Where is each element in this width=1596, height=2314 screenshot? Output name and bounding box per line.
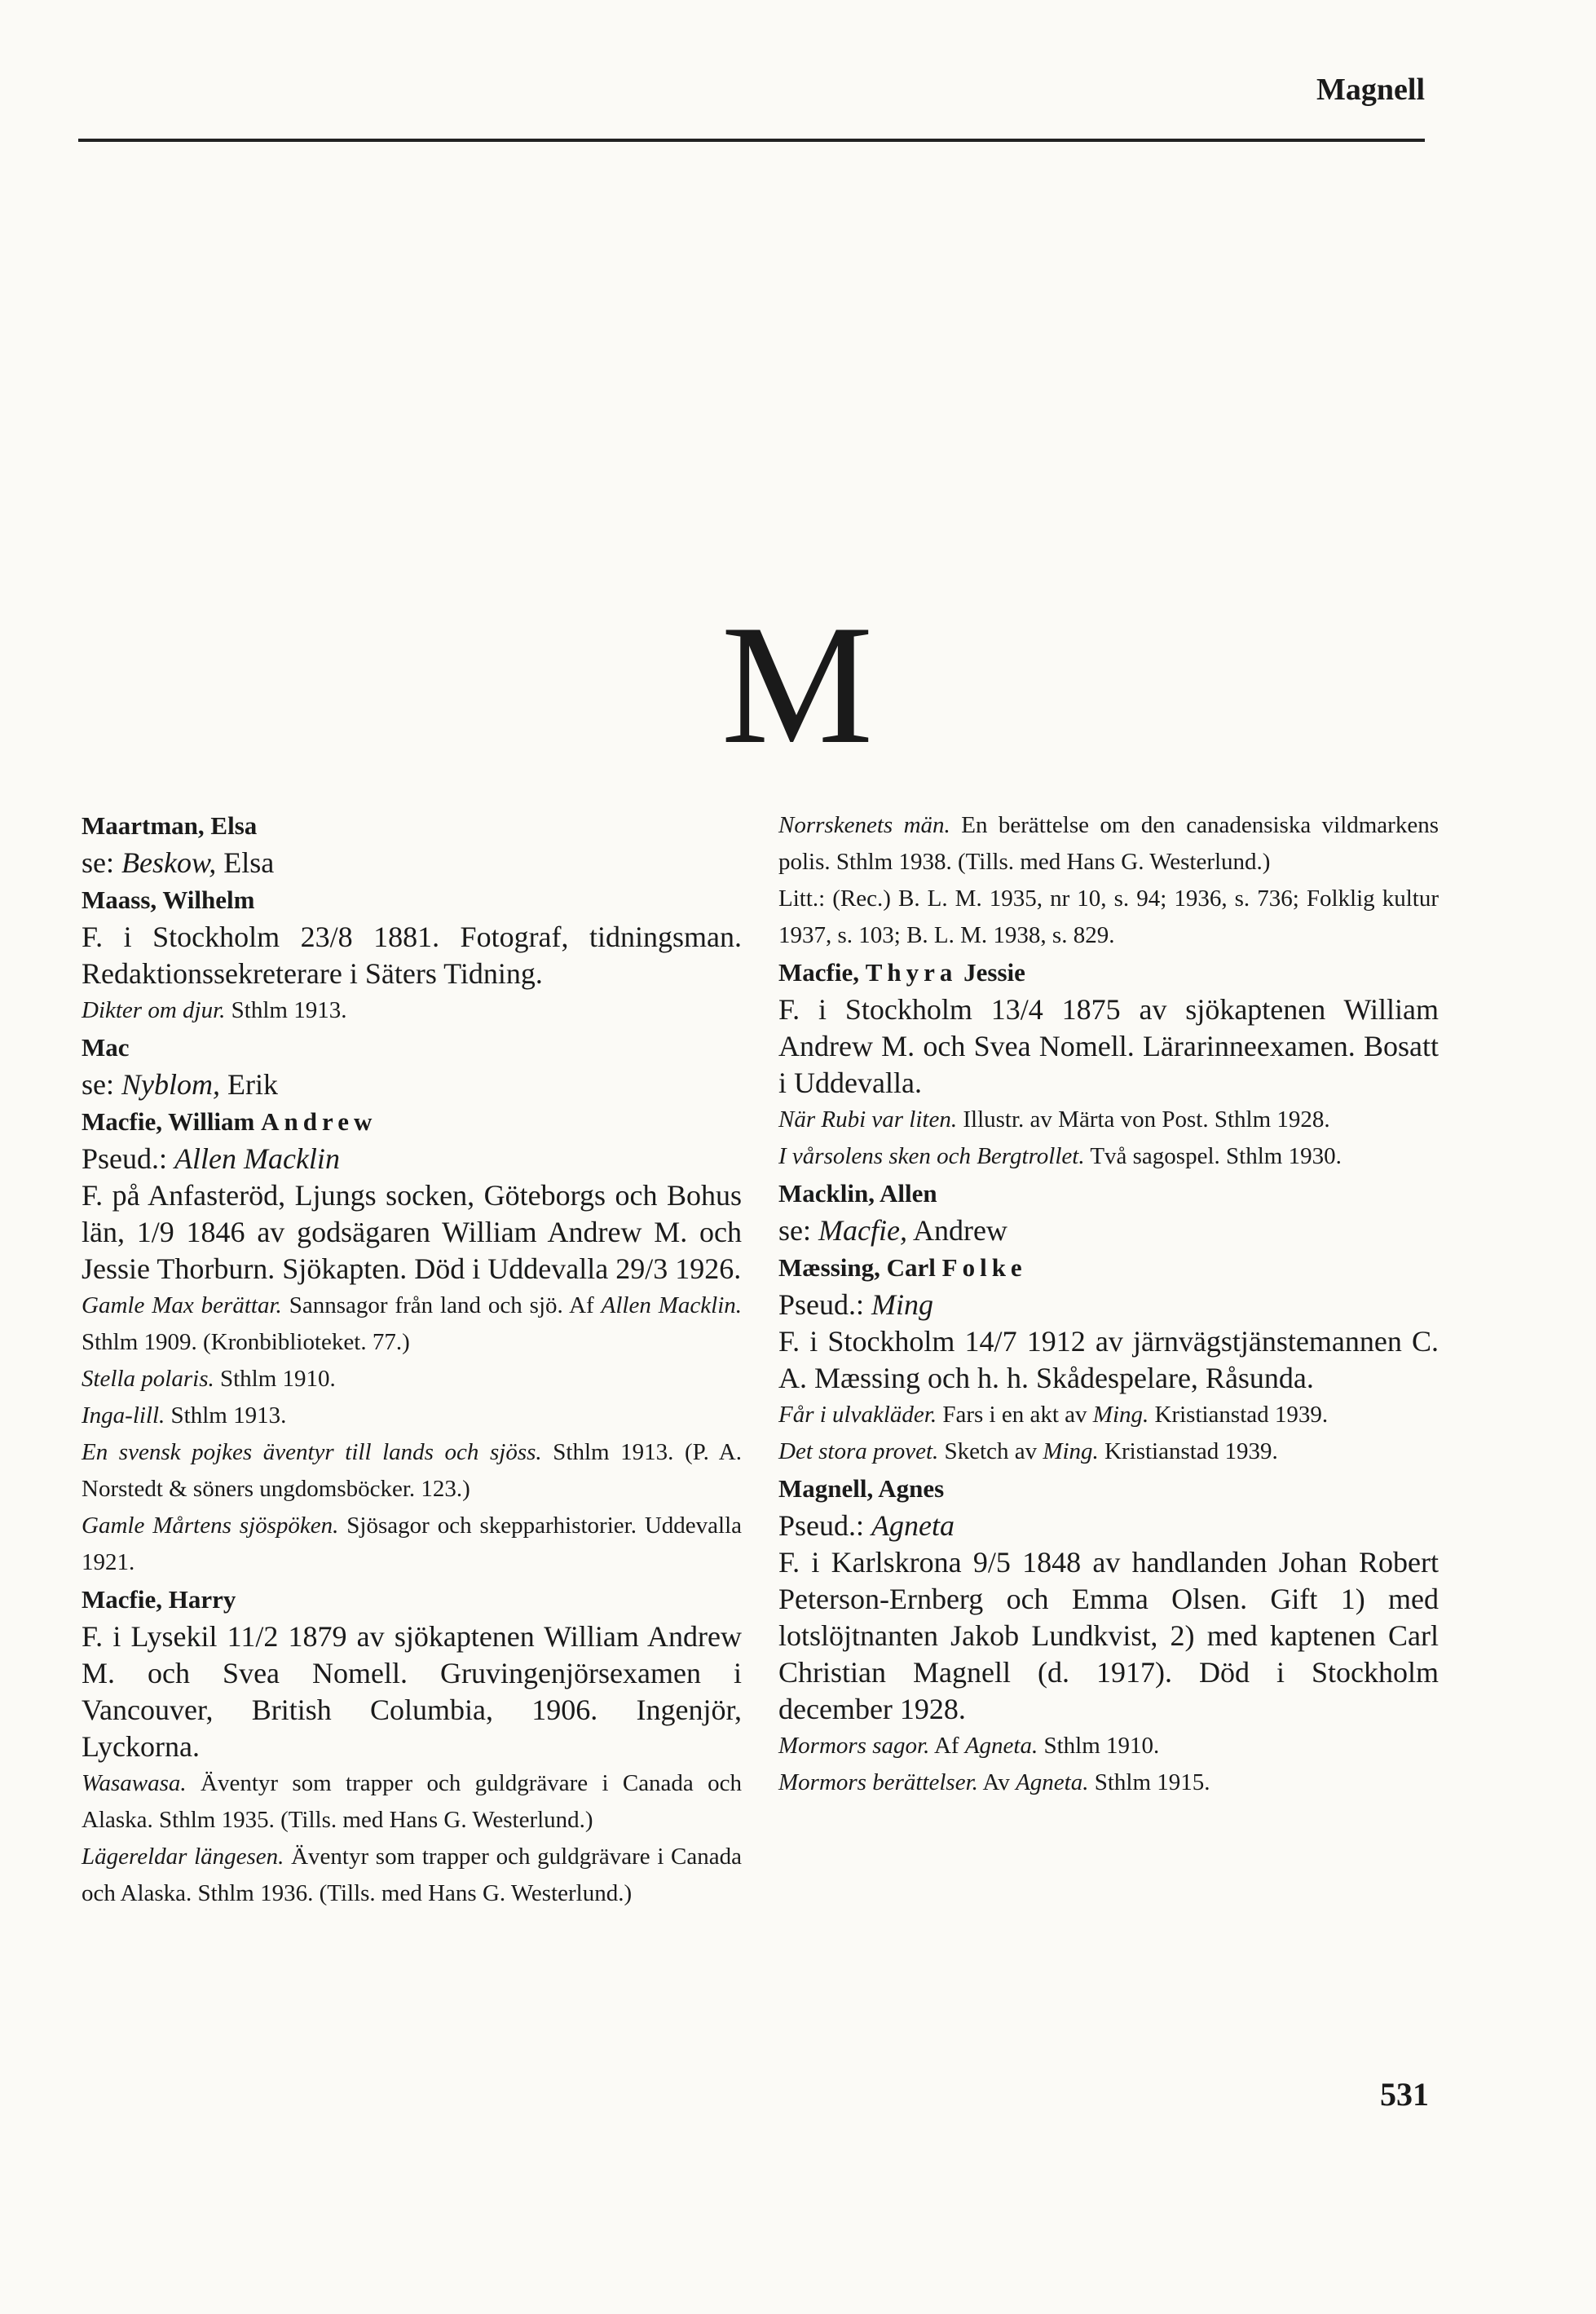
entry-mac — [82, 1029, 742, 1103]
entry-heading: Maartman, Elsa — [82, 811, 258, 840]
entry-maessing — [778, 1249, 1439, 1470]
pseudonym-label: Pseud.: — [82, 1142, 168, 1175]
work-details: Sannsagor från land och sjö. Af — [289, 1292, 594, 1318]
work-details: Sthlm 1915. — [1094, 1769, 1210, 1795]
entry-heading: Magnell, Agnes — [778, 1474, 945, 1503]
biography: F. på Anfasteröd, Ljungs socken, Göteborgs och Bohus län, 1/9 1846 av godsägaren William Andrew M. och Jessie Thorburn. Sjökapten. Död i Uddevalla 29/3 1926. — [82, 1179, 742, 1285]
pseudonym-line — [778, 1508, 1439, 1544]
entry-magnell — [778, 1470, 1439, 1801]
running-head: Magnell — [1316, 73, 1425, 107]
entry-heading — [778, 1249, 1439, 1287]
work-title: Får i ulvakläder. — [778, 1402, 937, 1428]
heading-name: Macfie, William — [82, 1107, 255, 1136]
work-title: Inga-lill. — [82, 1402, 165, 1429]
entry-macfie-william — [82, 1103, 742, 1581]
pseudonym-name: Ming — [871, 1288, 934, 1321]
see-reference — [82, 1066, 742, 1103]
literature-references: Litt.: (Rec.) B. L. M. 1935, nr 10, s. 94; 1936, s. 736; Folklig kultur 1937, s. 103; B. L. M. 1938, s. 829. — [778, 885, 1439, 948]
entry-macklin — [778, 1175, 1439, 1249]
entry-macfie-harry — [82, 1581, 742, 1912]
biography: F. i Stockholm 23/8 1881. Fotograf, tidningsman. Redaktionssekreterare i Säters Tidning. — [82, 921, 742, 990]
heading-name: Mæssing, Carl — [778, 1253, 936, 1282]
see-given-name: Andrew — [912, 1214, 1007, 1247]
work-title: Gamle Max berättar. — [82, 1292, 282, 1318]
entry-macfie-thyra — [778, 954, 1439, 1175]
work-item — [82, 1287, 742, 1361]
biography: F. i Stockholm 13/4 1875 av sjökaptenen William Andrew M. och Svea Nomell. Lärarinneexamen. Bosatt i Uddevalla. — [778, 993, 1439, 1099]
work-item — [82, 1434, 742, 1508]
work-details: Sthlm 1913. (P. A. Norstedt & söners ungdomsböcker. 123.) — [82, 1439, 742, 1502]
pseudonym-line — [778, 1287, 1439, 1323]
entry-maartman — [82, 807, 742, 881]
entry-heading: Mac — [82, 1033, 130, 1062]
heading-spaced-name: Thyra — [865, 958, 958, 987]
work-author: Allen Macklin. — [601, 1292, 743, 1318]
work-title: Gamle Mårtens sjöspöken. — [82, 1512, 339, 1539]
work-details: Kristianstad 1939. — [1104, 1438, 1278, 1464]
entry-maass — [82, 881, 742, 1029]
work-title: Wasawasa. — [82, 1770, 187, 1796]
work-details: Kristianstad 1939. — [1154, 1402, 1329, 1428]
pseudonym-label: Pseud.: — [778, 1288, 865, 1321]
work-details: Sthlm 1910. — [219, 1366, 336, 1392]
work-title: Stella polaris. — [82, 1366, 214, 1392]
work-author: Ming. — [1043, 1438, 1099, 1464]
work-item — [778, 1397, 1439, 1433]
header-rule — [78, 139, 1425, 142]
biography: F. i Lysekil 11/2 1879 av sjökaptenen William Andrew M. och Svea Nomell. Gruvingenjörsexamen i Vancouver, British Columbia, 1906. Ingenjör, Lyckorna. — [82, 1620, 742, 1763]
pseudonym-name: Allen Macklin — [174, 1142, 340, 1175]
work-title: När Rubi var liten. — [778, 1106, 958, 1133]
entry-macfie-harry-continued — [778, 807, 1439, 954]
work-item — [82, 1765, 742, 1839]
heading-spaced-name: Folke — [941, 1253, 1027, 1282]
work-item — [82, 1361, 742, 1398]
entry-heading: Macklin, Allen — [778, 1179, 937, 1208]
pseudonym-name: Agneta — [871, 1509, 955, 1542]
work-item — [778, 1102, 1439, 1138]
see-label: se: — [82, 1068, 114, 1101]
work-item — [778, 1138, 1439, 1175]
work-details: Sthlm 1913. — [170, 1402, 287, 1429]
see-given-name: Erik — [227, 1068, 278, 1101]
work-title: I vårsolens sken och Bergtrollet. — [778, 1143, 1085, 1169]
work-details: Illustr. av Märta von Post. Sthlm 1928. — [963, 1106, 1330, 1133]
work-author: Ming. — [1092, 1402, 1149, 1428]
see-reference — [778, 1212, 1439, 1249]
work-title: Mormors berättelser. — [778, 1769, 978, 1795]
work-title: Norrskenets män. — [778, 812, 950, 838]
see-label: se: — [778, 1214, 811, 1247]
heading-spaced-name: Andrew — [261, 1107, 377, 1136]
work-title: En svensk pojkes äventyr till lands och sjöss. — [82, 1439, 542, 1465]
work-details: Äventyr som trapper och guldgrävare i Canada och Alaska. Sthlm 1936. (Tills. med Hans G. Westerlund.) — [82, 1844, 742, 1906]
work-item — [82, 1398, 742, 1434]
right-column — [778, 807, 1439, 1801]
work-details: Af — [933, 1733, 959, 1759]
see-given-name: Elsa — [223, 846, 275, 879]
entry-heading: Macfie, Harry — [82, 1585, 236, 1614]
work-item — [778, 1433, 1439, 1470]
work-item — [778, 1764, 1439, 1801]
work-details: Sthlm 1910. — [1043, 1733, 1160, 1759]
biography: F. i Karlskrona 9/5 1848 av handlanden Johan Robert Peterson-Ernberg och Emma Olsen. Gift 1) med lotslöjtnanten Jakob Lundkvist, 2) med kaptenen Carl Christian Magnell (d. 1917). Död i Stockholm december 1928. — [778, 1546, 1439, 1725]
see-reference — [82, 845, 742, 881]
work-details: En berättelse om den canadensiska vildmarkens polis. Sthlm 1938. (Tills. med Hans G. Westerlund.) — [778, 812, 1439, 875]
see-surname: Macfie, — [818, 1214, 907, 1247]
work-author: Agneta. — [1016, 1769, 1089, 1795]
entry-heading — [82, 1103, 742, 1141]
section-letter: M — [721, 590, 875, 779]
work-details: Av — [982, 1769, 1010, 1795]
work-item — [82, 1839, 742, 1912]
work-title: Lägereldar längesen. — [82, 1844, 284, 1870]
see-surname: Nyblom, — [121, 1068, 220, 1101]
work-details: Sketch av — [944, 1438, 1038, 1464]
pseudonym-line — [82, 1141, 742, 1177]
work-item — [82, 992, 742, 1029]
pseudonym-label: Pseud.: — [778, 1509, 865, 1542]
left-column — [82, 807, 742, 1912]
work-details: Sthlm 1909. (Kronbiblioteket. 77.) — [82, 1329, 410, 1355]
entry-heading: Maass, Wilhelm — [82, 885, 255, 914]
work-item — [82, 1508, 742, 1581]
work-details: Sthlm 1913. — [231, 997, 347, 1023]
work-author: Agneta. — [964, 1733, 1038, 1759]
see-surname: Beskow, — [121, 846, 217, 879]
work-item — [778, 1728, 1439, 1764]
heading-name: Jessie — [963, 958, 1025, 987]
entry-heading — [778, 954, 1439, 991]
work-title: Dikter om djur. — [82, 997, 226, 1023]
biography: F. i Stockholm 14/7 1912 av järnvägstjänstemannen C. A. Mæssing och h. h. Skådespelare, Råsunda. — [778, 1325, 1439, 1394]
see-label: se: — [82, 846, 114, 879]
work-details: Två sagospel. Sthlm 1930. — [1090, 1143, 1342, 1169]
work-item — [778, 807, 1439, 881]
heading-name: Macfie, — [778, 958, 859, 987]
work-details: Fars i en akt av — [942, 1402, 1087, 1428]
work-details: Sjösagor och skepparhistorier. Uddevalla 1921. — [82, 1512, 743, 1575]
work-title: Mormors sagor. — [778, 1733, 930, 1759]
page-number: 531 — [1380, 2076, 1429, 2113]
work-details: Äventyr som trapper och guldgrävare i Canada och Alaska. Sthlm 1935. (Tills. med Hans G. Westerlund.) — [82, 1770, 742, 1833]
work-title: Det stora provet. — [778, 1438, 939, 1464]
